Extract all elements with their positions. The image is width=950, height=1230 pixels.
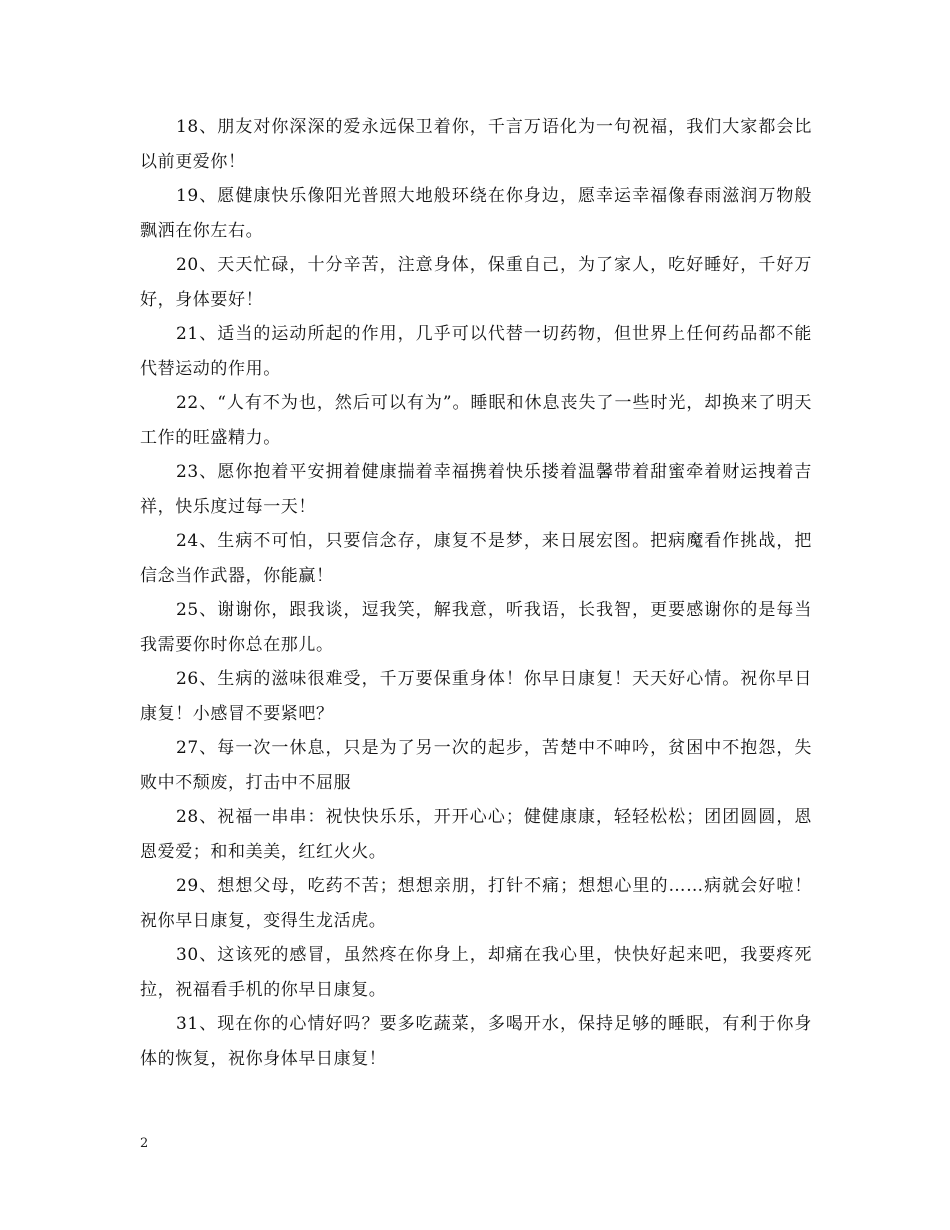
page-number: 2 — [140, 1136, 149, 1151]
document-body — [140, 110, 812, 1076]
paragraph-31: 31、现在你的心情好吗？要多吃蔬菜，多喝开水，保持足够的睡眠，有利于你身体的恢复，祝你身体早日康复！ — [140, 1014, 812, 1069]
paragraph-28: 28、祝福一串串：祝快快乐乐，开开心心；健健康康，轻轻松松；团团圆圆，恩恩爱爱；和和美美，红红火火。 — [140, 807, 812, 862]
paragraph-29: 29、想想父母，吃药不苦；想想亲朋，打针不痛；想想心里的……病就会好啦！祝你早日康复，变得生龙活虎。 — [140, 876, 812, 931]
paragraph-21: 21、适当的运动所起的作用，几乎可以代替一切药物，但世界上任何药品都不能代替运动的作用。 — [140, 324, 812, 379]
paragraph-25: 25、谢谢你，跟我谈，逗我笑，解我意，听我语，长我智，更要感谢你的是每当我需要你时你总在那儿。 — [140, 600, 812, 655]
paragraph-24: 24、生病不可怕，只要信念存，康复不是梦，来日展宏图。把病魔看作挑战，把信念当作武器，你能赢！ — [140, 531, 812, 586]
paragraph-27: 27、每一次一休息，只是为了另一次的起步，苦楚中不呻吟，贫困中不抱怨，失败中不颓废，打击中不屈服 — [140, 738, 812, 793]
paragraph-23: 23、愿你抱着平安拥着健康揣着幸福携着快乐搂着温馨带着甜蜜牵着财运拽着吉祥，快乐度过每一天！ — [140, 462, 812, 517]
paragraph-22: 22、“人有不为也，然后可以有为”。睡眠和休息丧失了一些时光，却换来了明天工作的旺盛精力。 — [140, 393, 812, 448]
paragraph-20: 20、天天忙碌，十分辛苦，注意身体，保重自己，为了家人，吃好睡好，千好万好，身体要好！ — [140, 255, 812, 310]
paragraph-30: 30、这该死的感冒，虽然疼在你身上，却痛在我心里，快快好起来吧，我要疼死拉，祝福看手机的你早日康复。 — [140, 945, 812, 1000]
paragraph-26: 26、生病的滋味很难受，千万要保重身体！你早日康复！天天好心情。祝你早日康复！小感冒不要紧吧？ — [140, 669, 812, 724]
paragraph-18: 18、朋友对你深深的爱永远保卫着你，千言万语化为一句祝福，我们大家都会比以前更爱你！ — [140, 117, 812, 172]
paragraph-19: 19、愿健康快乐像阳光普照大地般环绕在你身边，愿幸运幸福像春雨滋润万物般飘洒在你左右。 — [140, 186, 812, 241]
